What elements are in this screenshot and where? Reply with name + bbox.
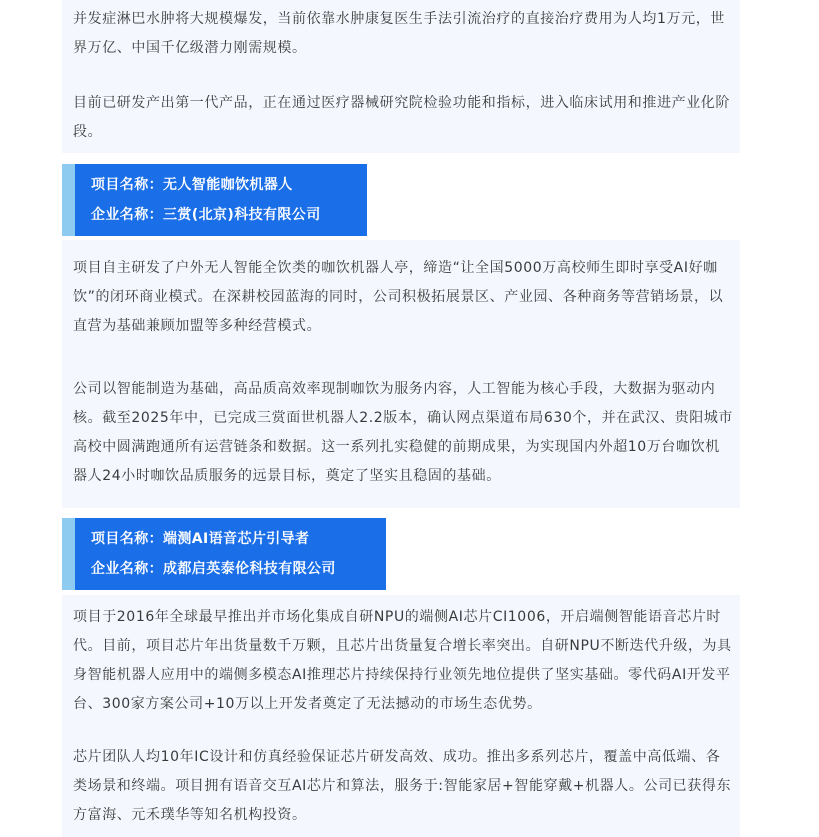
paragraph: 芯片团队人均10年IC设计和仿真经验保证芯片研发高效、成功。推出多系列芯片，覆盖中高低端、各类场景和终端。项目拥有语音交互AI芯片和算法，服务于:智能家居+智能穿戴+机器人。公司已获得东方富海、元禾璞华等知名机构投资。: [73, 749, 732, 823]
paragraph: 项目于2016年全球最早推出并市场化集成自研NPU的端侧AI芯片CI1006，开启端侧智能语音芯片时代。目前，项目芯片年出货量数千万颗，且芯片出货量复合增长率突出。自研NPU不断迭代升级，为具身智能机器人应用中的端侧多模态AI推理芯片持续保持行业领先地位提供了坚实基础。零代码AI开发平台、300家方案公司+10万以上开发者奠定了无法撼动的市场生态优势。: [73, 609, 732, 712]
header-accent-bar: [62, 518, 75, 590]
project-header: [62, 164, 367, 236]
paragraph: 公司以智能制造为基础，高品质高效率现制咖饮为服务内容，人工智能为核心手段，大数据为驱动内核。截至2025年中，已完成三赏面世机器人2.2版本，确认网点渠道布局630个，并在武汉、贵阳城市高校中圆满跑通所有运营链条和数据。这一系列扎实稳健的前期成果，为实现国内外超10万台咖饮机器人24小时咖饮品质服务的远景目标，奠定了坚实且稳固的基础。: [73, 381, 734, 484]
header-accent-bar: [62, 164, 75, 236]
company-name: 企业名称：三赏(北京)科技有限公司: [91, 207, 321, 223]
project-header: [62, 518, 386, 590]
project-name: 项目名称：无人智能咖饮机器人: [91, 177, 293, 193]
project-name: 项目名称：端测AI语音芯片引导者: [91, 531, 310, 547]
paragraph: 目前已研发产出第一代产品，正在通过医疗器械研究院检验功能和指标，进入临床试用和推进产业化阶段。: [73, 95, 730, 140]
paragraph: 并发症淋巴水肿将大规模爆发，当前依靠水肿康复医生手法引流治疗的直接治疗费用为人均1万元，世界万亿、中国千亿级潜力刚需规模。: [73, 11, 725, 56]
paragraph: 项目自主研发了户外无人智能全饮类的咖饮机器人亭，缔造“让全国5000万高校师生即时享受AI好咖饮”的闭环商业模式。在深耕校园蓝海的同时，公司积极拓展景区、产业园、各种商务等营销场景，以直营为基础兼顾加盟等多种经营模式。: [73, 260, 724, 334]
company-name: 企业名称：成都启英泰伦科技有限公司: [91, 561, 336, 577]
